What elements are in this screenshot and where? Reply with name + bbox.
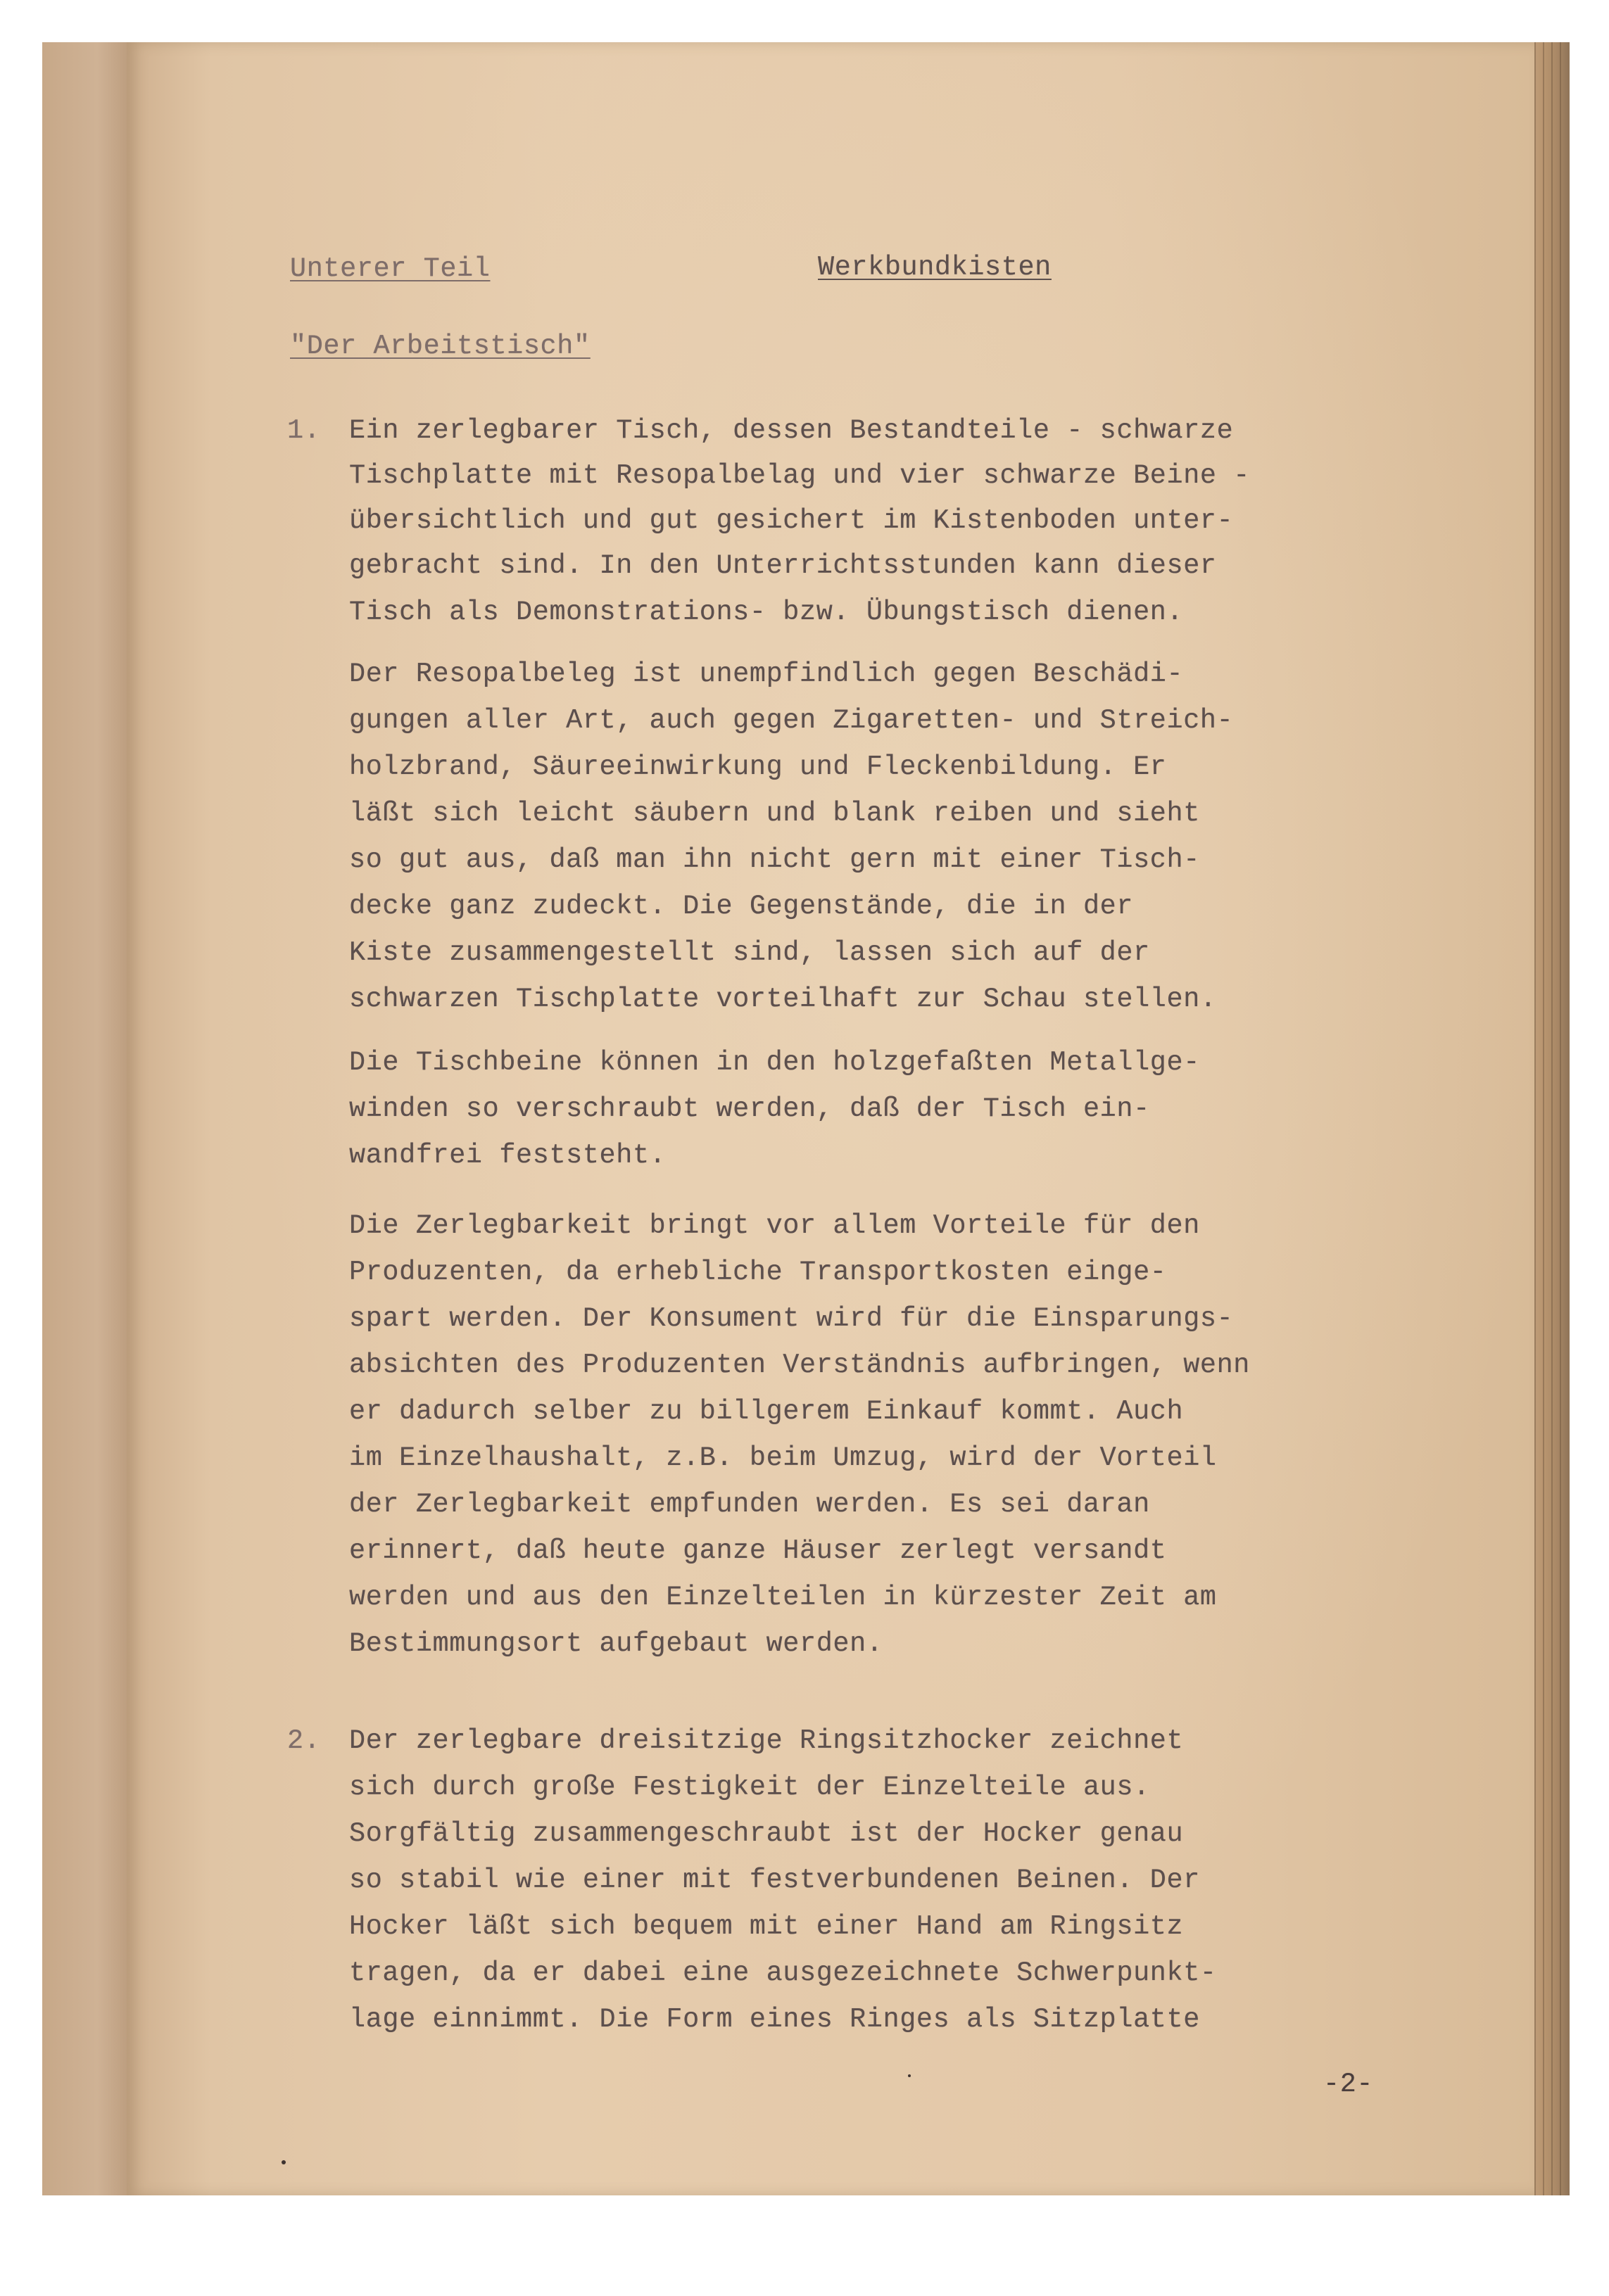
text-line: decke ganz zudeckt. Die Gegenstände, die in der: [349, 891, 1134, 922]
text-line: so gut aus, daß man ihn nicht gern mit einer Tisch-: [349, 844, 1200, 875]
text-line: Kiste zusammengestellt sind, lassen sich auf der: [349, 937, 1150, 968]
text-line: Die Tischbeine können in den holzgefaßten Metallge-: [349, 1047, 1200, 1078]
text-line: spart werden. Der Konsument wird für die Einsparungs-: [349, 1303, 1234, 1334]
text-line: so stabil wie einer mit festverbundenen Beinen. Der: [349, 1865, 1200, 1896]
text-line: Die Zerlegbarkeit bringt vor allem Vorteile für den: [349, 1210, 1200, 1241]
text-line: Der Resopalbeleg ist unempfindlich gegen Beschädi-: [349, 659, 1184, 690]
text-line: wandfrei feststeht.: [349, 1140, 667, 1171]
text-line: Bestimmungsort aufgebaut werden.: [349, 1628, 883, 1659]
text-line: winden so verschraubt werden, daß der Tisch ein-: [349, 1093, 1150, 1124]
text-line: Der zerlegbare dreisitzige Ringsitzhocker zeichnet: [349, 1725, 1184, 1756]
paper-speck: [282, 2160, 286, 2164]
text-line: Hocker läßt sich bequem mit einer Hand am Ringsitz: [349, 1911, 1184, 1942]
text-line: gungen aller Art, auch gegen Zigaretten- und Streich-: [349, 705, 1234, 736]
text-line: Produzenten, da erhebliche Transportkosten einge-: [349, 1257, 1167, 1288]
typewritten-page: [127, 42, 1534, 2195]
text-line: läßt sich leicht säubern und blank reiben und sieht: [349, 798, 1200, 829]
page-number: -2-: [1323, 2069, 1374, 2100]
text-line: der Zerlegbarkeit empfunden werden. Es sei daran: [349, 1489, 1150, 1520]
text-line: holzbrand, Säureeinwirkung und Fleckenbildung. Er: [349, 751, 1167, 782]
item-number: 1.: [287, 415, 321, 446]
text-line: sich durch große Festigkeit der Einzelteile aus.: [349, 1772, 1150, 1803]
text-line: im Einzelhaushalt, z.B. beim Umzug, wird der Vorteil: [349, 1442, 1217, 1473]
document-subtitle: "Der Arbeitstisch": [290, 331, 591, 362]
document-title: Werkbundkisten: [818, 252, 1052, 283]
text-line: Tischplatte mit Resopalbelag und vier schwarze Beine -: [349, 460, 1251, 491]
previous-page-edge: [42, 42, 134, 2195]
section-label: Unterer Teil: [290, 253, 491, 284]
text-line: schwarzen Tischplatte vorteilhaft zur Schau stellen.: [349, 984, 1217, 1015]
text-line: Sorgfältig zusammengeschraubt ist der Hocker genau: [349, 1818, 1184, 1849]
text-line: werden und aus den Einzelteilen in kürzester Zeit am: [349, 1582, 1217, 1613]
text-line: erinnert, daß heute ganze Häuser zerlegt versandt: [349, 1535, 1167, 1566]
text-line: er dadurch selber zu billgerem Einkauf kommt. Auch: [349, 1396, 1184, 1427]
item-number: 2.: [287, 1725, 321, 1756]
text-line: tragen, da er dabei eine ausgezeichnete Schwerpunkt-: [349, 1958, 1217, 1989]
text-line: übersichtlich und gut gesichert im Kistenboden unter-: [349, 505, 1234, 536]
text-line: gebracht sind. In den Unterrichtsstunden kann dieser: [349, 550, 1217, 581]
text-line: Ein zerlegbarer Tisch, dessen Bestandteile - schwarze: [349, 415, 1234, 446]
text-line: Tisch als Demonstrations- bzw. Übungstisch dienen.: [349, 597, 1184, 628]
text-line: lage einnimmt. Die Form eines Ringes als Sitzplatte: [349, 2004, 1200, 2035]
text-line: absichten des Produzenten Verständnis aufbringen, wenn: [349, 1350, 1251, 1381]
paper-speck: [908, 2074, 911, 2077]
